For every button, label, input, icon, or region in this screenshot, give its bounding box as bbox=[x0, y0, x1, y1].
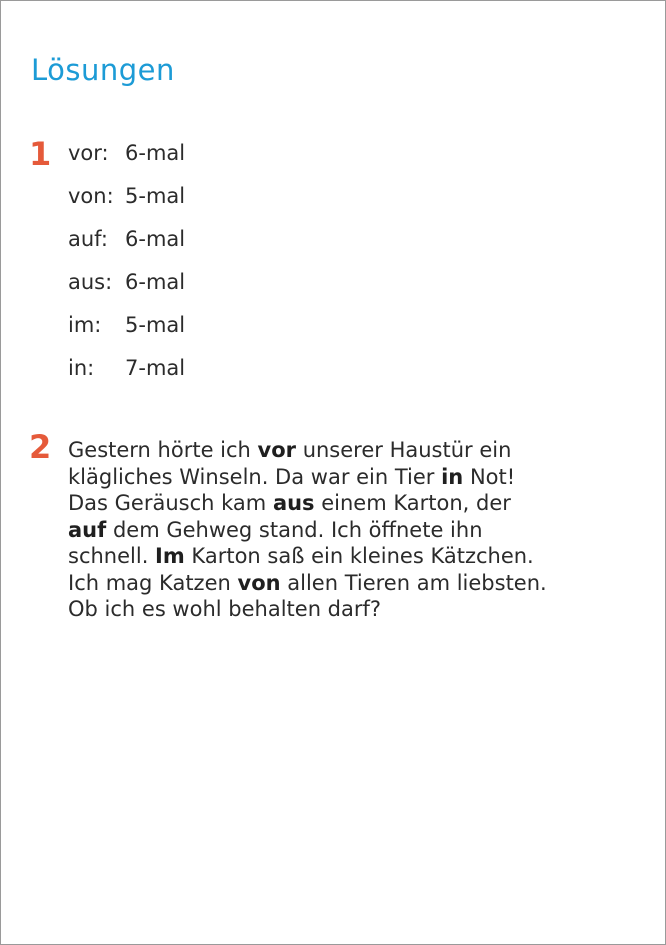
preposition-label: auf: bbox=[68, 227, 108, 251]
story-line bbox=[68, 464, 628, 491]
story-text-segment: dem Gehweg stand. Ich öffnete ihn bbox=[106, 517, 483, 542]
task-2-story-text bbox=[68, 437, 628, 623]
task-2-number: 2 bbox=[29, 428, 52, 466]
story-text-segment: Ich mag Katzen bbox=[68, 570, 238, 595]
story-text-segment: einem Karton, der bbox=[314, 491, 511, 515]
preposition-label: vor: bbox=[68, 141, 109, 165]
story-line bbox=[68, 490, 628, 517]
story-text-segment: allen Tieren am liebsten. bbox=[280, 570, 547, 595]
preposition-label: im: bbox=[68, 313, 102, 337]
count-value: 6-mal bbox=[125, 141, 186, 165]
story-text-segment: Das Geräusch kam bbox=[68, 491, 273, 515]
preposition-label: von: bbox=[68, 184, 114, 208]
story-line bbox=[68, 437, 628, 464]
story-text-segment: klägliches Winseln. Da war ein Tier bbox=[68, 464, 442, 489]
highlighted-preposition: aus bbox=[272, 491, 315, 515]
count-value: 5-mal bbox=[125, 184, 186, 208]
story-line bbox=[68, 543, 628, 570]
story-text-segment: Gestern hörte ich bbox=[68, 438, 258, 462]
answer-row bbox=[68, 226, 185, 269]
count-value: 5-mal bbox=[125, 313, 186, 337]
answer-row bbox=[68, 183, 185, 226]
story-text-segment: schnell. bbox=[68, 544, 156, 568]
story-text-segment: Ob ich es wohl behalten darf? bbox=[68, 597, 382, 621]
answer-row bbox=[68, 312, 185, 355]
count-value: 6-mal bbox=[125, 270, 186, 294]
story-line bbox=[68, 517, 628, 544]
answer-row bbox=[68, 269, 185, 312]
answer-row bbox=[68, 355, 185, 398]
story-text-segment: Not! bbox=[463, 464, 516, 489]
highlighted-preposition: in bbox=[441, 464, 464, 489]
story-text-segment: unserer Haustür ein bbox=[296, 438, 512, 462]
highlighted-preposition: vor bbox=[257, 438, 297, 462]
highlighted-preposition: auf bbox=[68, 517, 107, 542]
story-line bbox=[68, 596, 628, 623]
count-value: 6-mal bbox=[125, 227, 186, 251]
task-1-answer-list bbox=[68, 140, 185, 398]
task-1-number: 1 bbox=[29, 135, 52, 173]
preposition-label: in: bbox=[68, 356, 95, 380]
count-value: 7-mal bbox=[125, 356, 186, 380]
answer-row bbox=[68, 140, 185, 183]
page-title: Lösungen bbox=[31, 53, 175, 87]
preposition-label: aus: bbox=[68, 270, 113, 294]
story-text-segment: Karton saß ein kleines Kätzchen. bbox=[184, 544, 534, 568]
story-line bbox=[68, 570, 628, 597]
highlighted-preposition: von bbox=[237, 570, 281, 595]
highlighted-preposition: Im bbox=[155, 544, 185, 568]
